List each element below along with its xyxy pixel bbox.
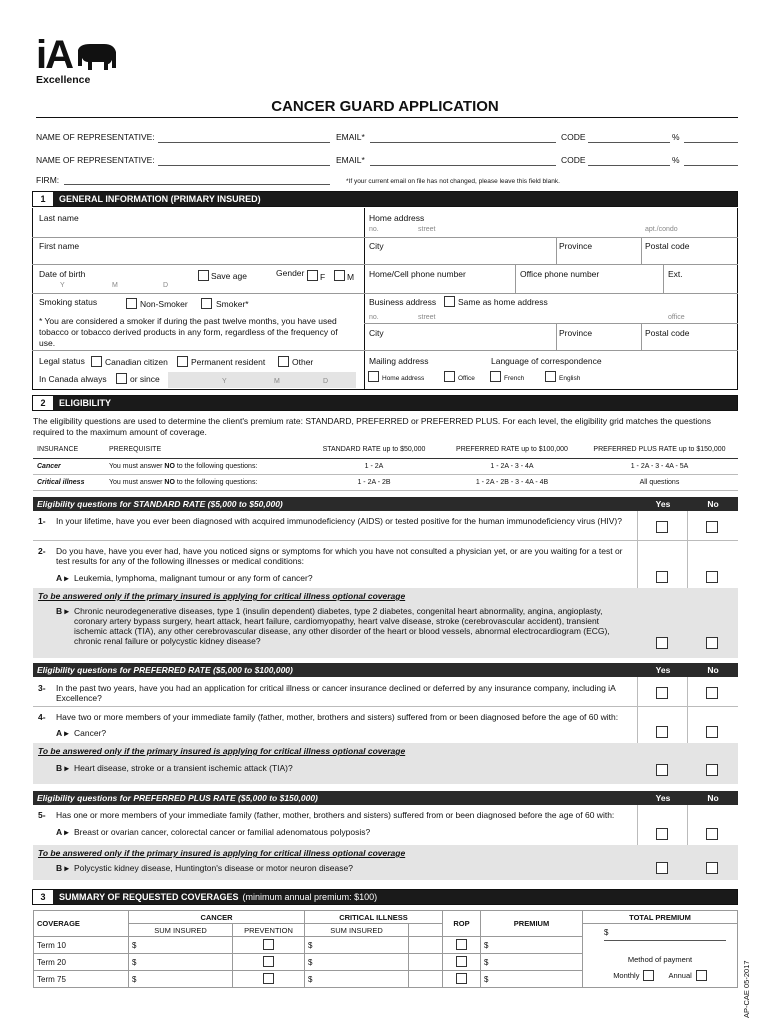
standard-header	[33, 497, 738, 511]
q5-text: Has one or more members of your immediate family (father, mother, brothers and sisters) suffered from or been diagnosed before the age of 60 with:	[56, 810, 615, 820]
cancer-sum[interactable]: $	[129, 954, 233, 971]
gender-m-checkbox[interactable]	[334, 270, 345, 281]
method-options	[586, 970, 734, 981]
grid-header-prereq: PREREQUISITE	[105, 442, 305, 458]
grid-plus: 1 - 2A - 3 - 4A - 5A	[581, 458, 738, 474]
rep-field-1[interactable]	[158, 133, 330, 143]
page-title: CANCER GUARD APPLICATION	[271, 98, 499, 115]
gender-f-label: F	[320, 272, 326, 282]
first-name-field[interactable]	[36, 250, 360, 263]
q4a-yes[interactable]	[656, 726, 668, 738]
q3-num: 3-	[38, 683, 46, 693]
ext-divider	[663, 265, 664, 293]
section-1-title: GENERAL INFORMATION (PRIMARY INSURED)	[53, 192, 737, 206]
home-province-label: Province	[559, 241, 593, 251]
q5a-num: A ▸	[56, 827, 69, 837]
eligibility-intro: The eligibility questions are used to determine the client's premium rate: STANDARD, PREFERRED or PREFERRED PLUS. For each level, the eligibility grid matches the questions required to the maximum amount of coverage.	[33, 416, 711, 437]
home-phone-label: Home/Cell phone number	[369, 269, 466, 279]
prereq-c: to the following questions:	[174, 478, 258, 486]
prevention-cell	[233, 954, 305, 971]
rop-cell	[443, 954, 481, 971]
eligibility-grid	[33, 442, 738, 491]
cov-header-coverage: COVERAGE	[34, 911, 129, 937]
cancer-sum[interactable]: $	[129, 971, 233, 988]
premium-cell[interactable]: $	[481, 954, 583, 971]
ci-blank	[409, 971, 443, 988]
language-label: Language of correspondence	[491, 356, 602, 366]
cov-sub-sum-2: SUM INSURED	[305, 924, 409, 937]
q2b-text: Chronic neurodegenerative diseases, type 1 (insulin dependent) diabetes, type 2 diabetes, congenital heart abnormality, angina, angioplasty, coronary artery bypass surgery, heart attack, heart failure, cardiomyopathy, heart valve disease, stroke (cerebrovascular accident), transient ischemic attack (TIA), any other cerebrovascular disease, any other disorder of the heart or blood vessels, abnormal electrocardiogram (ECG), chronic renal failure or polycystic kidney disease?	[74, 606, 610, 646]
yes-col-3: Yes	[655, 793, 671, 803]
total-premium-cell	[583, 924, 738, 988]
grid-std: 1 - 2A	[305, 458, 443, 474]
coverage-table	[33, 910, 738, 988]
q2-num: 2-	[38, 546, 46, 556]
cov-sub-blank	[409, 924, 443, 937]
gender-f-checkbox[interactable]	[307, 270, 318, 281]
home-street: street	[418, 226, 436, 233]
q5-num: 5-	[38, 810, 46, 820]
ci-blank	[409, 937, 443, 954]
non-smoker-label: Non-Smoker	[140, 299, 188, 309]
q1-yes[interactable]	[656, 521, 668, 533]
save-age-checkbox[interactable]	[198, 270, 209, 281]
no-col-3: No	[707, 793, 719, 803]
ci-only-note-1: To be answered only if the primary insured is applying for critical illness optional coverage	[38, 591, 406, 601]
smoker-note: * You are considered a smoker if during the past twelve months, you have used tobacco or tobacco derived products in any form, regardless of the frequency of use.	[39, 316, 338, 348]
prevention-checkbox[interactable]	[263, 973, 274, 984]
other-label: Other	[292, 357, 314, 367]
first-name-label: First name	[39, 241, 80, 251]
prov-postal-divider	[641, 238, 642, 264]
rep-label-2: NAME OF REPRESENTATIVE:	[36, 155, 155, 165]
section-3-number: 3	[40, 892, 46, 902]
q2a-yes[interactable]	[656, 571, 668, 583]
biz-office: office	[668, 314, 685, 321]
grid-header-plus: PREFERRED PLUS RATE up to $150,000	[581, 442, 738, 458]
biz-line	[364, 323, 738, 324]
section-2-bar	[32, 395, 738, 411]
cov-header-premium: PREMIUM	[481, 911, 583, 937]
term-label: Term 20	[34, 954, 129, 971]
q4b-yes[interactable]	[656, 764, 668, 776]
since-y: Y	[222, 378, 227, 385]
premium-cell[interactable]: $	[481, 937, 583, 954]
logo-tagline: Excellence	[36, 74, 91, 86]
mailing-address-label: Mailing address	[369, 356, 429, 366]
ci-only-note-2: To be answered only if the primary insured is applying for critical illness optional coverage	[38, 746, 406, 756]
q1-num: 1-	[38, 516, 46, 526]
home-address-label: Home address	[369, 213, 425, 223]
email-field-1[interactable]	[370, 133, 556, 143]
ci-blank	[409, 954, 443, 971]
biz-city-label: City	[369, 328, 384, 338]
total-premium-field[interactable]	[604, 939, 726, 941]
smoker-label: Smoker*	[216, 299, 249, 309]
ci-only-note-3: To be answered only if the primary insured is applying for critical illness optional coverage	[38, 848, 406, 858]
q2-text: Do you have, have you ever had, have you noticed signs or symptoms for which you have not consulted a physician yet, or are you waiting for a test or test results for any of the following illnesses or medical conditions:	[56, 546, 623, 566]
s1-row-line-5	[32, 350, 364, 351]
pct-label-2: %	[672, 155, 680, 165]
legal-status-label: Legal status	[39, 356, 85, 366]
prevention-cell	[233, 971, 305, 988]
since-d: D	[323, 378, 329, 385]
section-1-divider	[364, 208, 365, 390]
prevention-cell	[233, 937, 305, 954]
rep-field-2[interactable]	[158, 156, 330, 166]
section-3-bar	[32, 889, 738, 905]
email-note: *If your current email on file has not changed, please leave this field blank.	[346, 178, 560, 185]
business-address-label: Business address	[369, 297, 437, 307]
code-label-2: CODE	[561, 155, 586, 165]
mail-office-label: Office	[458, 375, 475, 382]
firm-field[interactable]	[64, 175, 330, 185]
cov-header-rop: ROP	[443, 911, 481, 937]
ci-sum[interactable]: $	[305, 937, 409, 954]
grid-pref: 1 - 2A - 2B - 3 - 4A - 4B	[443, 474, 581, 490]
last-name-field[interactable]	[36, 222, 360, 236]
monthly-label: Monthly	[613, 971, 640, 980]
pct-label-1: %	[672, 132, 680, 142]
q3-text: In the past two years, have you had an application for critical illness or cancer insurance declined or deferred by any insurance company, including iA Excellence?	[56, 683, 616, 703]
plus-header-text: Eligibility questions for PREFERRED PLUS RATE ($5,000 to $150,000)	[37, 793, 318, 803]
prereq-a: You must answer	[109, 478, 165, 486]
grid-prereq	[105, 458, 305, 474]
prevention-checkbox[interactable]	[263, 939, 274, 950]
q2b-letter: B	[56, 606, 63, 616]
prevention-checkbox[interactable]	[263, 956, 274, 967]
email-field-2[interactable]	[370, 156, 556, 166]
q1-text: In your lifetime, have you ever been diagnosed with acquired immunodeficiency (AIDS) or tested positive for the human immunodeficiency virus (HIV)?	[56, 516, 622, 526]
biz-city-divider	[556, 323, 557, 350]
term-label: Term 75	[34, 971, 129, 988]
q5a-letter: A	[56, 827, 62, 837]
english-label: English	[559, 375, 581, 382]
title-rule	[36, 117, 738, 118]
cov-header-cancer: CANCER	[129, 911, 305, 924]
smoking-label: Smoking status	[39, 297, 98, 307]
smoker-checkbox[interactable]	[201, 298, 212, 309]
premium-cell[interactable]: $	[481, 971, 583, 988]
prereq-b: NO	[164, 462, 175, 470]
code-label-1: CODE	[561, 132, 586, 142]
q4-text: Have two or more members of your immediate family (father, mother, brothers and sisters) suffered from or been diagnosed before the age of 60 with:	[56, 712, 619, 722]
grid-header-preferred: PREFERRED RATE up to $100,000	[443, 442, 581, 458]
term-label: Term 10	[34, 937, 129, 954]
standard-header-text: Eligibility questions for STANDARD RATE ($5,000 to $50,000)	[37, 499, 283, 509]
mail-office-checkbox[interactable]	[444, 371, 455, 382]
grid-std: 1 - 2A - 2B	[305, 474, 443, 490]
biz-postal-label: Postal code	[645, 328, 690, 338]
yes-col-2: Yes	[655, 665, 671, 675]
form-code: AP-CAE 05-2017	[742, 960, 751, 1018]
cov-sub-prevention: PREVENTION	[233, 924, 305, 937]
monthly-checkbox[interactable]	[643, 970, 654, 981]
q2a-num: A ▸	[56, 573, 69, 583]
grid-header-insurance: INSURANCE	[33, 442, 105, 458]
q3-yes[interactable]	[656, 687, 668, 699]
in-canada-checkbox[interactable]	[116, 373, 127, 384]
q4a-num: A ▸	[56, 728, 69, 738]
q2a-letter: A	[56, 573, 62, 583]
grid-ins: Critical illness	[33, 474, 105, 490]
s1-row-line-3	[32, 293, 738, 294]
ci-sum[interactable]: $	[305, 954, 409, 971]
grid-header-standard: STANDARD RATE up to $50,000	[305, 442, 443, 458]
in-canada-label: In Canada always	[39, 374, 107, 384]
dob-label: Date of birth	[39, 269, 86, 279]
english-checkbox[interactable]	[545, 371, 556, 382]
grid-prereq	[105, 474, 305, 490]
firm-label: FIRM:	[36, 175, 60, 185]
other-checkbox[interactable]	[278, 356, 289, 367]
or-since-label: or since	[130, 374, 160, 384]
q4-num: 4-	[38, 712, 46, 722]
q5b-yes[interactable]	[656, 862, 668, 874]
total-dollar: $	[604, 928, 609, 937]
section-2-number: 2	[40, 398, 46, 408]
biz-no: no.	[369, 314, 379, 321]
since-m: M	[274, 378, 280, 385]
city-prov-divider	[556, 238, 557, 264]
code-field-1[interactable]	[588, 133, 670, 143]
q2b-yes[interactable]	[656, 637, 668, 649]
ext-label: Ext.	[668, 269, 683, 279]
s1-row-line-1	[32, 237, 738, 238]
s1-row-line-4	[364, 350, 738, 351]
pct-field-1[interactable]	[684, 133, 738, 143]
no-col-1: No	[707, 499, 719, 509]
grid-plus: All questions	[581, 474, 738, 490]
same-as-home-checkbox[interactable]	[444, 296, 455, 307]
dob-m: M	[112, 282, 118, 289]
cov-header-critical: CRITICAL ILLNESS	[305, 911, 443, 924]
rop-checkbox[interactable]	[456, 956, 467, 967]
logo-brand: iA	[36, 33, 72, 77]
section-1-number: 1	[40, 194, 46, 204]
section-1-bar	[32, 191, 738, 207]
non-smoker-checkbox[interactable]	[126, 298, 137, 309]
code-field-2[interactable]	[588, 156, 670, 166]
elephant-icon	[74, 42, 118, 72]
q2a-text: Leukemia, lymphoma, malignant tumour or any form of cancer?	[74, 573, 313, 583]
grid-row-cancer	[33, 458, 738, 474]
save-age-label: Save age	[211, 271, 247, 281]
yes-col-1: Yes	[655, 499, 671, 509]
canadian-label: Canadian citizen	[105, 357, 168, 367]
prereq-a: You must answer	[109, 462, 165, 470]
dob-d: D	[163, 282, 169, 289]
permanent-checkbox[interactable]	[177, 356, 188, 367]
section-3-title: SUMMARY OF REQUESTED COVERAGES	[59, 892, 239, 902]
q4a-letter: A	[56, 728, 62, 738]
q5a-text: Breast or ovarian cancer, colorectal cancer or familial adenomatous polyposis?	[74, 827, 371, 837]
grid-pref: 1 - 2A - 3 - 4A	[443, 458, 581, 474]
office-phone-label: Office phone number	[520, 269, 600, 279]
q4b-text: Heart disease, stroke or a transient ischemic attack (TIA)?	[74, 763, 293, 773]
q5a-no[interactable]	[706, 828, 718, 840]
no-col-2: No	[707, 665, 719, 675]
cancer-sum[interactable]: $	[129, 937, 233, 954]
q1-line	[33, 540, 738, 541]
same-as-home-label: Same as home address	[458, 297, 548, 307]
biz-province-label: Province	[559, 328, 593, 338]
home-city-label: City	[369, 241, 384, 251]
s1-row-line-2	[32, 264, 738, 265]
mail-home-label: Home address	[382, 375, 425, 382]
q4a-no[interactable]	[706, 726, 718, 738]
q4b-letter: B	[56, 763, 63, 773]
q5b-num: B ▸	[56, 863, 69, 873]
q4b-num: B ▸	[56, 763, 69, 773]
rep-label-1: NAME OF REPRESENTATIVE:	[36, 132, 155, 142]
rop-cell	[443, 937, 481, 954]
rop-checkbox[interactable]	[456, 939, 467, 950]
q2b-no[interactable]	[706, 637, 718, 649]
home-postal-label: Postal code	[645, 241, 690, 251]
grid-ins: Cancer	[33, 458, 105, 474]
q2b-num: B ▸	[56, 606, 69, 616]
gender-label: Gender	[276, 268, 305, 278]
plus-header	[33, 791, 738, 805]
pct-field-2[interactable]	[684, 156, 738, 166]
french-checkbox[interactable]	[490, 371, 501, 382]
email-label-1: EMAIL*	[336, 132, 365, 142]
grid-row-critical	[33, 474, 738, 490]
q5b-no[interactable]	[706, 862, 718, 874]
dob-y: Y	[60, 282, 65, 289]
gender-m-label: M	[347, 272, 355, 282]
section-2-title: ELIGIBILITY	[53, 396, 737, 410]
mail-home-checkbox[interactable]	[368, 371, 379, 382]
q1-no[interactable]	[706, 521, 718, 533]
cov-sub-sum-1: SUM INSURED	[129, 924, 233, 937]
rop-checkbox[interactable]	[456, 973, 467, 984]
annual-label: Annual	[668, 971, 692, 980]
method-label: Method of payment	[627, 955, 693, 964]
permanent-label: Permanent resident	[191, 357, 266, 367]
q5a-yes[interactable]	[656, 828, 668, 840]
last-name-label: Last name	[39, 213, 79, 223]
canadian-checkbox[interactable]	[91, 356, 102, 367]
email-label-2: EMAIL*	[336, 155, 365, 165]
rop-cell	[443, 971, 481, 988]
q3-no[interactable]	[706, 687, 718, 699]
q3-line	[33, 706, 738, 707]
q4b-no[interactable]	[706, 764, 718, 776]
q5b-letter: B	[56, 863, 63, 873]
section-3-subtitle: (minimum annual premium: $100)	[242, 892, 378, 902]
home-no: no.	[369, 226, 379, 233]
biz-street: street	[418, 314, 436, 321]
preferred-header-text: Eligibility questions for PREFERRED RATE ($5,000 to $100,000)	[37, 665, 293, 675]
prereq-c: to the following questions:	[174, 462, 258, 470]
french-label: French	[504, 375, 525, 382]
prereq-b: NO	[164, 478, 175, 486]
section-3-title-wrap	[53, 890, 737, 904]
preferred-header	[33, 663, 738, 677]
ia-logo	[36, 33, 118, 86]
annual-checkbox[interactable]	[696, 970, 707, 981]
cov-header-total: TOTAL PREMIUM	[583, 911, 738, 924]
home-apt: apt./condo	[645, 226, 678, 233]
ci-sum[interactable]: $	[305, 971, 409, 988]
phone-divider	[515, 265, 516, 293]
q2a-no[interactable]	[706, 571, 718, 583]
q4a-text: Cancer?	[74, 728, 107, 738]
q5b-text: Polycystic kidney disease, Huntington's disease or motor neuron disease?	[74, 863, 353, 873]
biz-prov-divider	[641, 323, 642, 350]
